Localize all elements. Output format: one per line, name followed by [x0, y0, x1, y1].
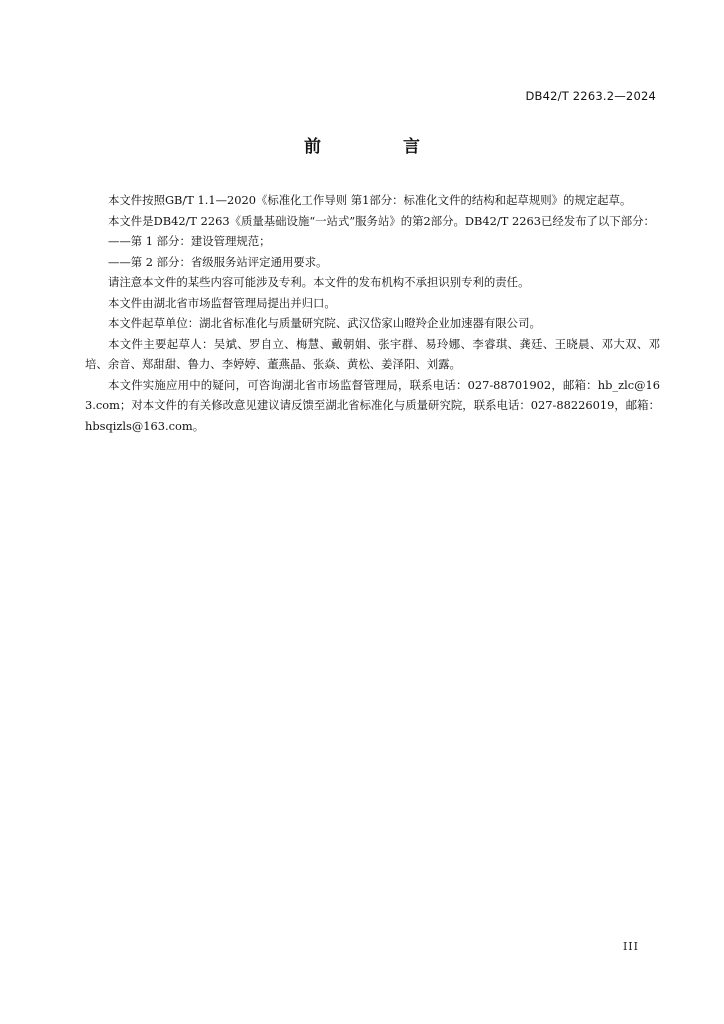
- paragraph-drafting-units: 本文件起草单位：湖北省标准化与质量研究院、武汉岱家山瞪羚企业加速器有限公司。: [108, 316, 541, 330]
- standard-code-header: DB42/T 2263.2—2024: [525, 89, 656, 103]
- paragraph-drafters: 本文件主要起草人：吴斌、罗自立、梅慧、戴朝娟、张宇群、易玲娜、李睿琪、龚廷、王晓晨、邓大双、邓培、余音、郑甜甜、鲁力、李婷婷、董燕晶、张焱、黄松、姜泽阳、刘露。: [85, 336, 660, 371]
- section-title: 前 言: [304, 137, 458, 157]
- foreword-body: [85, 190, 660, 436]
- paragraph-series-part: 本文件是DB42/T 2263《质量基础设施“一站式”服务站》的第2部分。DB42/T 2263已经发布了以下部分：: [108, 213, 655, 228]
- paragraph-proposer: 本文件由湖北省市场监督管理局提出并归口。: [108, 295, 336, 310]
- paragraph-patent-notice: 请注意本文件的某些内容可能涉及专利。本文件的发布机构不承担识别专利的责任。: [108, 275, 530, 289]
- page-number: III: [622, 940, 639, 953]
- paragraph-drafting-rules: 本文件按照GB/T 1.1—2020《标准化工作导则 第1部分：标准化文件的结构和起草规则》的规定起草。: [108, 193, 632, 207]
- paragraph-contact: 本文件实施应用中的疑问，可咨询湖北省市场监督管理局，联系电话：027-88701902，邮箱：hb_zlc@163.com；对本文件的有关修改意见建议请反馈至湖北省标准化与质量研究院，联系电话：027-88226019，邮箱：hbsqizls@163.com。: [85, 377, 660, 433]
- list-item-part-1: ——第 1 部分：建设管理规范；: [108, 234, 271, 248]
- list-item-part-2: ——第 2 部分：省级服务站评定通用要求。: [108, 254, 328, 269]
